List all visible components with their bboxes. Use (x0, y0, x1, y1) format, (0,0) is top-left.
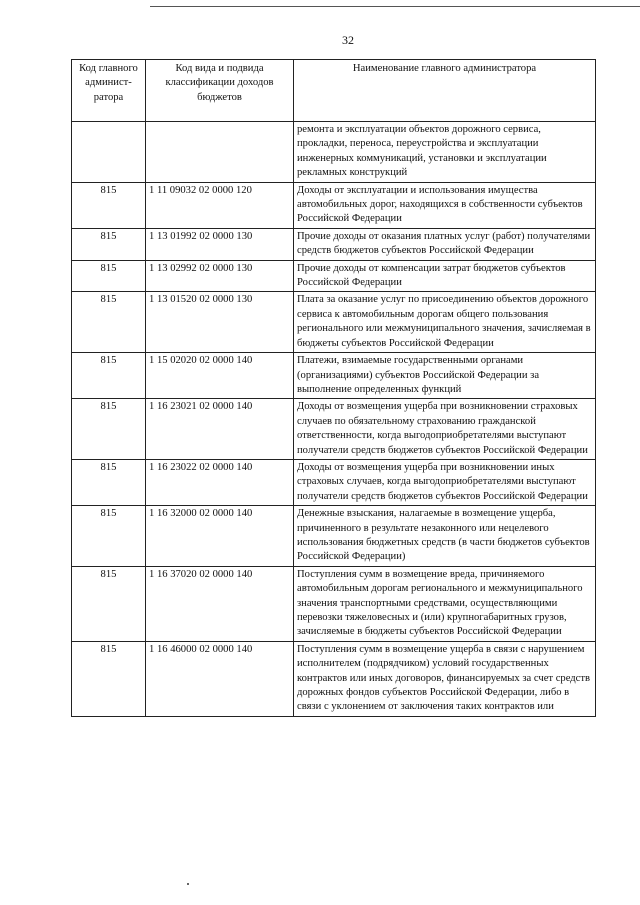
top-rule (150, 6, 640, 7)
classification-code-cell: 1 16 23022 02 0000 140 (146, 459, 294, 505)
header-admin-code: Код главного админист-ратора (72, 60, 146, 122)
admin-name-cell: ремонта и эксплуатации объектов дорожного сервиса, прокладки, переноса, переустройства и эксплуатации инженерных коммуникаций, установки и эксплуатации рекламных конструкций (294, 122, 596, 183)
admin-code-cell: 815 (72, 459, 146, 505)
table-row (72, 353, 596, 399)
table-header-row (72, 60, 596, 122)
table-row (72, 566, 596, 641)
table-row (72, 122, 596, 183)
scan-speck (187, 883, 189, 885)
classification-code-cell: 1 15 02020 02 0000 140 (146, 353, 294, 399)
classification-code-cell: 1 16 37020 02 0000 140 (146, 566, 294, 641)
admin-name-cell: Денежные взыскания, налагаемые в возмещение ущерба, причиненного в результате незаконного или нецелевого использования бюджетных средств (в части бюджетов субъектов Российской Федерации) (294, 506, 596, 567)
admin-name-cell: Доходы от возмещения ущерба при возникновении страховых случаев по обязательному страхованию гражданской ответственности, когда выгодоприобретателями выступают получатели средств бюджетов субъектов Российской Федерации (294, 399, 596, 460)
admin-code-cell: 815 (72, 292, 146, 353)
header-admin-name: Наименование главного администратора (294, 60, 596, 122)
admin-code-cell (72, 122, 146, 183)
admin-code-cell: 815 (72, 566, 146, 641)
admin-code-cell: 815 (72, 182, 146, 228)
page-number: 32 (342, 33, 354, 47)
table-row (72, 641, 596, 716)
admin-name-cell: Доходы от возмещения ущерба при возникновении иных страховых случаев, когда выгодоприобретателями выступают получатели средств бюджетов субъектов Российской Федерации (294, 459, 596, 505)
classification-code-cell: 1 11 09032 02 0000 120 (146, 182, 294, 228)
classification-code-cell (146, 122, 294, 183)
classification-code-cell: 1 13 01520 02 0000 130 (146, 292, 294, 353)
table-row (72, 182, 596, 228)
admin-name-cell: Платежи, взимаемые государственными органами (организациями) субъектов Российской Федерации за выполнение определенных функций (294, 353, 596, 399)
classification-code-cell: 1 16 46000 02 0000 140 (146, 641, 294, 716)
admin-name-cell: Доходы от эксплуатации и использования имущества автомобильных дорог, находящихся в собственности субъектов Российской Федерации (294, 182, 596, 228)
admin-code-cell: 815 (72, 641, 146, 716)
table-row (72, 292, 596, 353)
admin-name-cell: Плата за оказание услуг по присоединению объектов дорожного сервиса к автомобильным дорогам общего пользования регионального или межмуниципального значения, зачисляемая в бюджеты субъектов Российской Федерации (294, 292, 596, 353)
table-row (72, 506, 596, 567)
admin-code-cell: 815 (72, 228, 146, 260)
table-row (72, 228, 596, 260)
table-row (72, 459, 596, 505)
revenue-admin-table (71, 59, 596, 717)
table-row (72, 399, 596, 460)
admin-code-cell: 815 (72, 260, 146, 292)
admin-name-cell: Прочие доходы от компенсации затрат бюджетов субъектов Российской Федерации (294, 260, 596, 292)
admin-code-cell: 815 (72, 506, 146, 567)
classification-code-cell: 1 13 01992 02 0000 130 (146, 228, 294, 260)
classification-code-cell: 1 13 02992 02 0000 130 (146, 260, 294, 292)
classification-code-cell: 1 16 32000 02 0000 140 (146, 506, 294, 567)
header-classification-code: Код вида и подвида классификации доходов бюджетов (146, 60, 294, 122)
admin-name-cell: Прочие доходы от оказания платных услуг (работ) получателями средств бюджетов субъектов Российской Федерации (294, 228, 596, 260)
admin-code-cell: 815 (72, 353, 146, 399)
admin-name-cell: Поступления сумм в возмещение ущерба в связи с нарушением исполнителем (подрядчиком) условий государственных контрактов или иных договоров, финансируемых за счет средств дорожных фондов субъектов Российской Федерации, либо в связи с уклонением от заключения таких контрактов или (294, 641, 596, 716)
admin-name-cell: Поступления сумм в возмещение вреда, причиняемого автомобильным дорогам регионального и межмуниципального значения транспортными средствами, осуществляющими перевозки тяжеловесных и (или) крупногабаритных грузов, зачисляемые в бюджеты субъектов Российской Федерации (294, 566, 596, 641)
table-row (72, 260, 596, 292)
classification-code-cell: 1 16 23021 02 0000 140 (146, 399, 294, 460)
admin-code-cell: 815 (72, 399, 146, 460)
